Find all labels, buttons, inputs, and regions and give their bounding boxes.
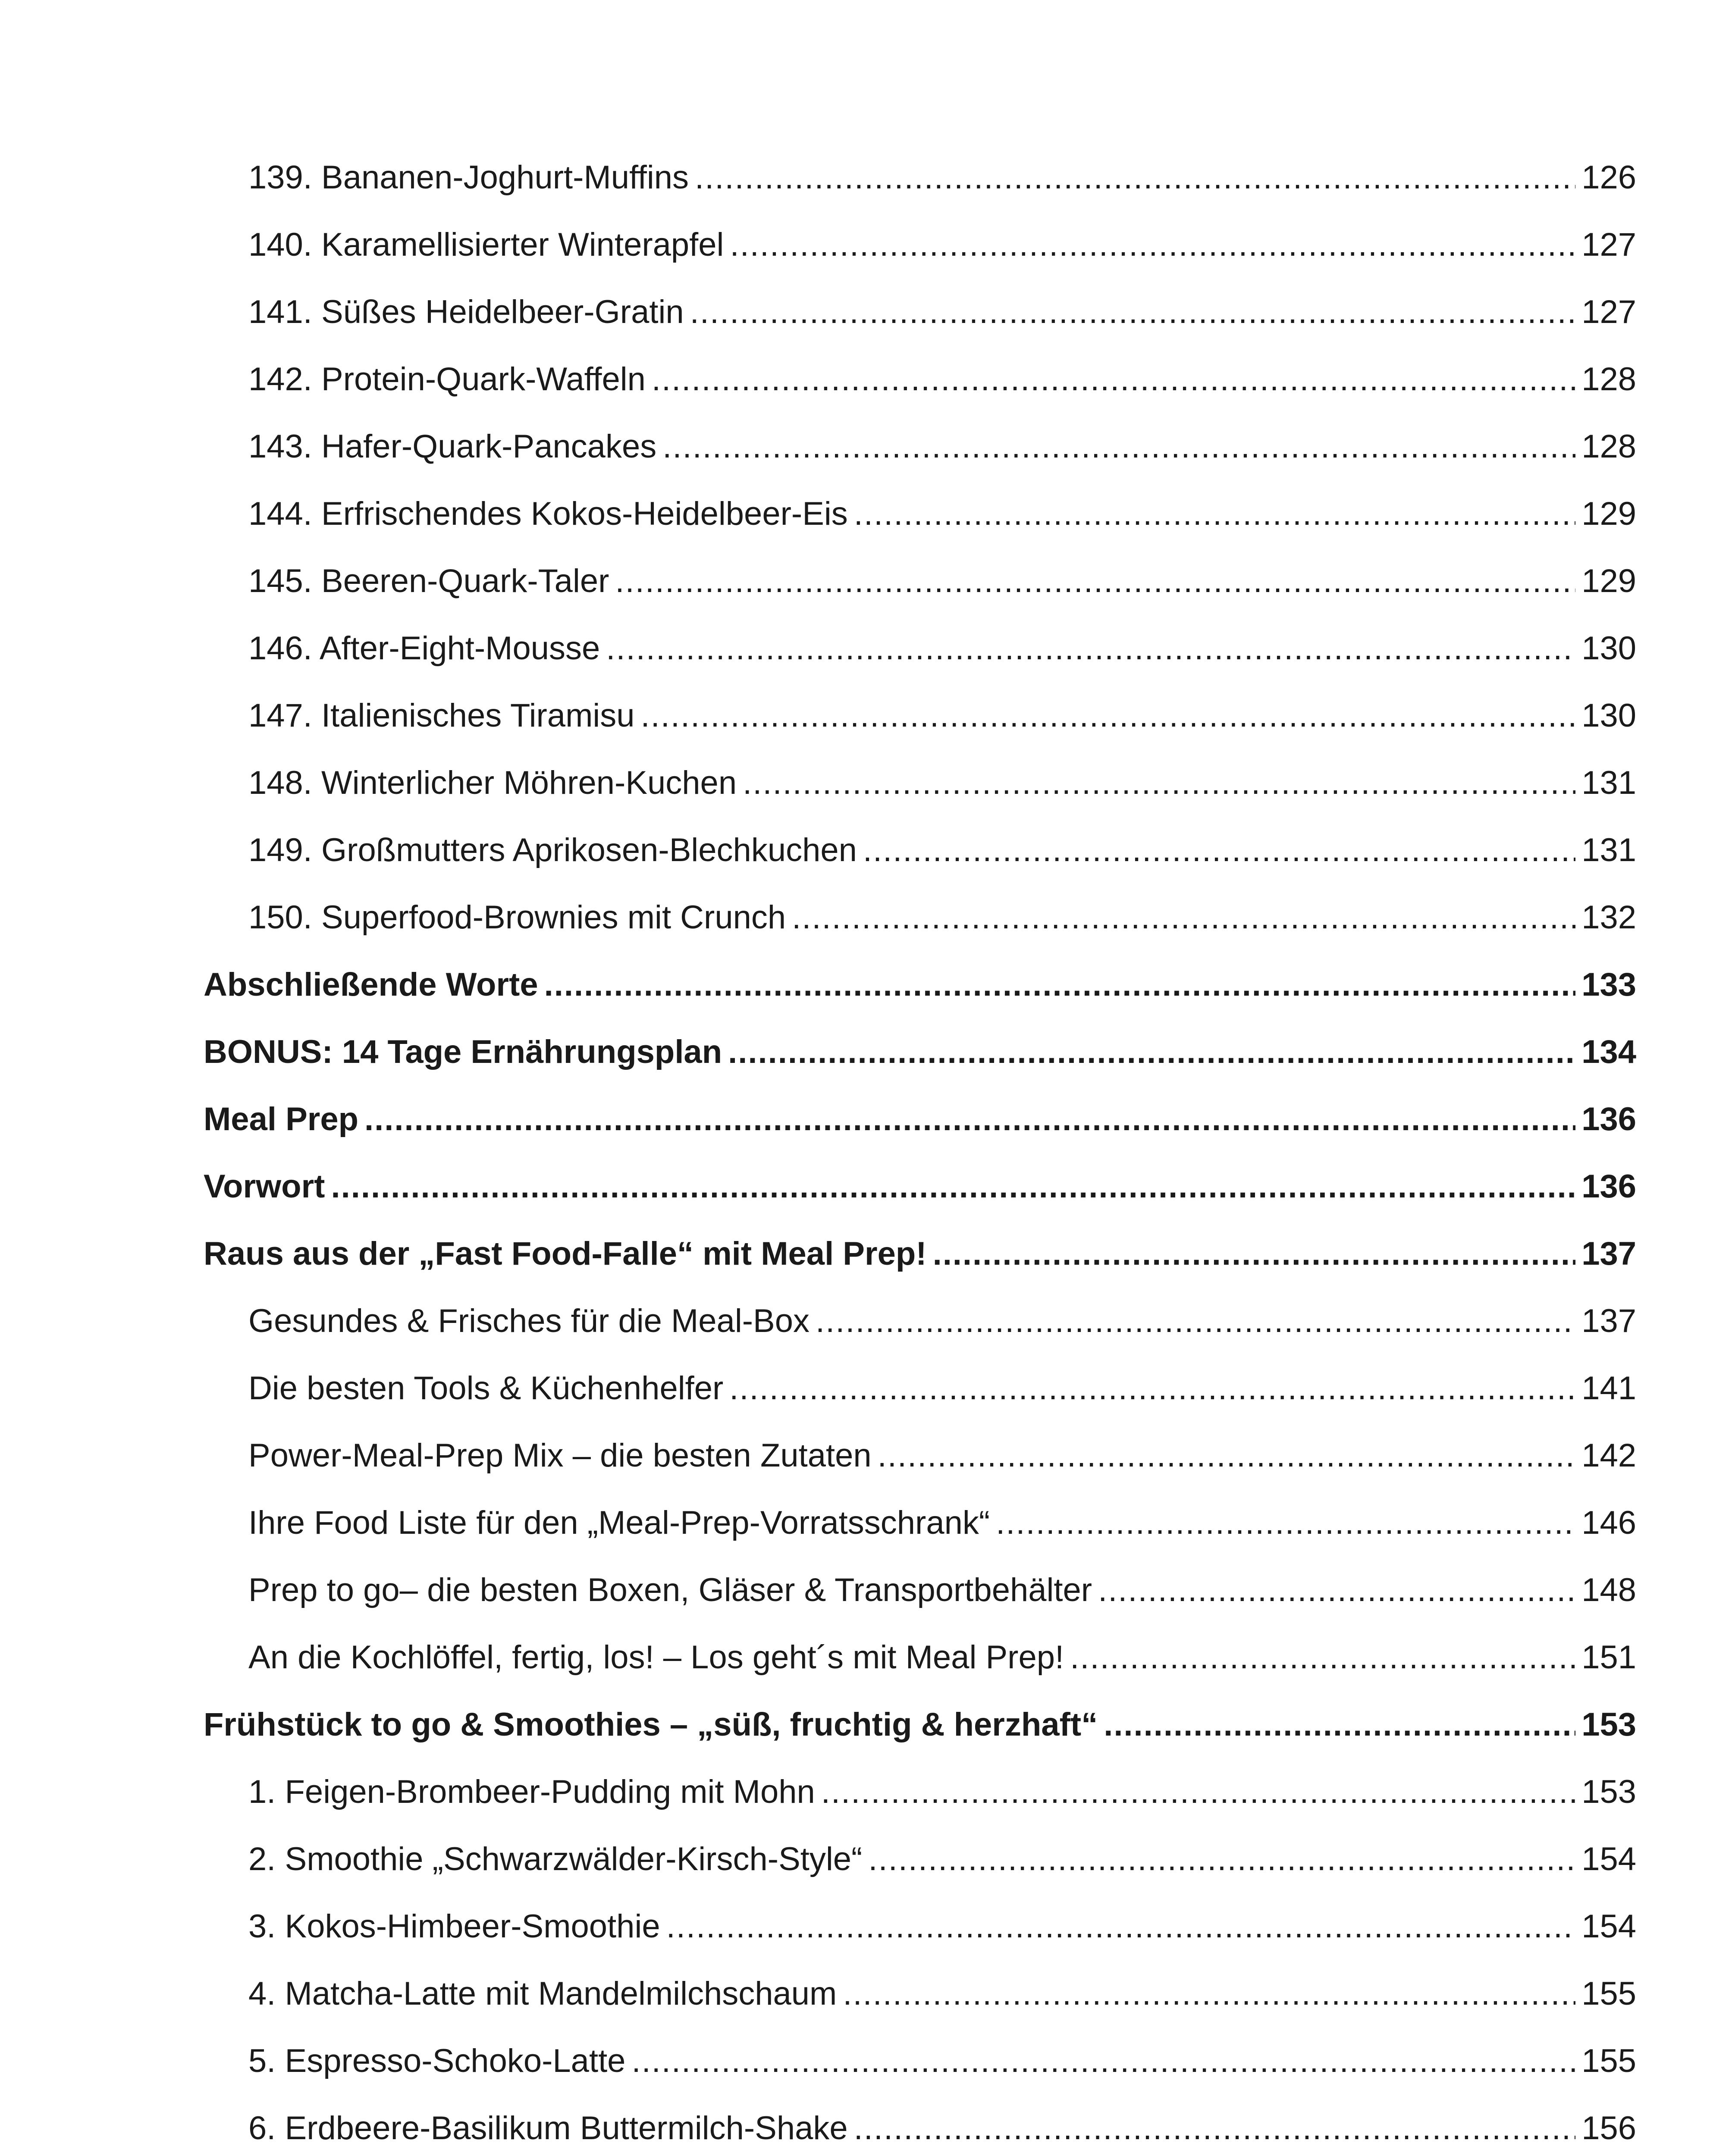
toc-entry[interactable] (0, 2028, 1732, 2095)
toc-entry[interactable] (0, 279, 1732, 346)
toc-entry[interactable] (0, 1355, 1732, 1422)
toc-entry-page: 128 (1581, 361, 1636, 398)
toc-entry[interactable] (0, 817, 1732, 884)
toc-entry-title: 142. Protein-Quark-Waffeln (248, 361, 646, 398)
toc-entry[interactable] (0, 1624, 1732, 1691)
toc-entry-page: 131 (1581, 832, 1636, 868)
dot-leader (743, 749, 1575, 817)
toc-entry-page: 155 (1581, 2043, 1636, 2079)
toc-entry[interactable] (0, 884, 1732, 951)
toc-entry[interactable] (0, 211, 1732, 279)
toc-entry-page: 129 (1581, 495, 1636, 532)
dot-leader (854, 480, 1575, 548)
toc-entry-title: 2. Smoothie „Schwarzwälder-Kirsch-Style“ (248, 1841, 863, 1877)
toc-entry-page: 137 (1581, 1303, 1636, 1339)
toc-entry[interactable] (0, 413, 1732, 480)
toc-entry[interactable] (0, 1960, 1732, 2028)
toc-entry-page: 134 (1581, 1034, 1636, 1070)
dot-leader (606, 615, 1575, 682)
toc-entry-title: 140. Karamellisierter Winterapfel (248, 226, 724, 263)
toc-entry-page: 128 (1581, 428, 1636, 465)
toc-entry-title: Gesundes & Frisches für die Meal-Box (248, 1303, 810, 1339)
toc-entry[interactable] (0, 144, 1732, 211)
dot-leader (730, 211, 1575, 279)
toc-entry-chapter[interactable] (0, 1086, 1732, 1153)
toc-entry-title: 141. Süßes Heidelbeer-Gratin (248, 294, 684, 330)
toc-entry-title: 150. Superfood-Brownies mit Crunch (248, 899, 786, 936)
toc-entry-page: 126 (1581, 159, 1636, 196)
dot-leader (843, 1960, 1575, 2028)
toc-entry-page: 153 (1581, 1706, 1636, 1743)
dot-leader (821, 1758, 1575, 1826)
toc-entry-page: 130 (1581, 630, 1636, 667)
toc-entry-title: Vorwort (204, 1168, 325, 1205)
toc-entry-chapter[interactable] (0, 1691, 1732, 1758)
toc-entry-title: BONUS: 14 Tage Ernährungsplan (204, 1034, 722, 1070)
dot-leader (728, 1018, 1575, 1086)
toc-entry[interactable] (0, 1422, 1732, 1489)
toc-entry[interactable] (0, 1288, 1732, 1355)
toc-entry[interactable] (0, 1826, 1732, 1893)
dot-leader (816, 1288, 1575, 1355)
dot-leader (544, 951, 1576, 1018)
toc-entry-page: 156 (1581, 2110, 1636, 2147)
toc-entry-title: Prep to go– die besten Boxen, Gläser & Transportbehälter (248, 1572, 1092, 1608)
toc-entry[interactable] (0, 749, 1732, 817)
toc-entry[interactable] (0, 1489, 1732, 1557)
toc-entry-title: 5. Espresso-Schoko-Latte (248, 2043, 626, 2079)
toc-entry[interactable] (0, 2095, 1732, 2156)
toc-entry-page: 130 (1581, 697, 1636, 734)
toc-entry-page: 127 (1581, 294, 1636, 330)
toc-entry[interactable] (0, 480, 1732, 548)
toc-entry-page: 146 (1581, 1504, 1636, 1541)
toc-entry-page: 141 (1581, 1370, 1636, 1407)
toc-entry-page: 154 (1581, 1908, 1636, 1945)
toc-entry-page: 132 (1581, 899, 1636, 936)
toc-entry-title: 144. Erfrischendes Kokos-Heidelbeer-Eis (248, 495, 848, 532)
toc-entry-title: 148. Winterlicher Möhren-Kuchen (248, 765, 737, 801)
toc-entry-chapter[interactable] (0, 1018, 1732, 1086)
toc-entry[interactable] (0, 1557, 1732, 1624)
toc-entry-page: 136 (1581, 1101, 1636, 1138)
dot-leader (641, 682, 1576, 749)
toc-entry-title: Raus aus der „Fast Food-Falle“ mit Meal Prep! (204, 1235, 927, 1272)
toc-entry-page: 148 (1581, 1572, 1636, 1608)
dot-leader (631, 2028, 1575, 2095)
toc-entry-page: 154 (1581, 1841, 1636, 1877)
toc-entry-title: Ihre Food Liste für den „Meal-Prep-Vorratsschrank“ (248, 1504, 990, 1541)
dot-leader (615, 548, 1575, 615)
dot-leader (933, 1220, 1576, 1288)
toc-entry-title: 145. Beeren-Quark-Taler (248, 563, 609, 599)
dot-leader (662, 413, 1575, 480)
toc-entry-title: 149. Großmutters Aprikosen-Blechkuchen (248, 832, 857, 868)
toc-entry[interactable] (0, 548, 1732, 615)
toc-entry-title: Die besten Tools & Küchenhelfer (248, 1370, 724, 1407)
dot-leader (878, 1422, 1576, 1489)
toc-entry-chapter[interactable] (0, 1153, 1732, 1220)
toc-entry-page: 155 (1581, 1975, 1636, 2012)
dot-leader (652, 346, 1575, 413)
dot-leader (690, 279, 1576, 346)
toc-entry-title: 6. Erdbeere-Basilikum Buttermilch-Shake (248, 2110, 848, 2147)
toc-entry-chapter[interactable] (0, 1220, 1732, 1288)
toc-entry-page: 129 (1581, 563, 1636, 599)
toc-entry-title: 146. After-Eight-Mousse (248, 630, 600, 667)
dot-leader (666, 1893, 1576, 1960)
toc-entry-title: Frühstück to go & Smoothies – „süß, fruchtig & herzhaft“ (204, 1706, 1098, 1743)
toc-entry-page: 131 (1581, 765, 1636, 801)
toc-entry-page: 153 (1581, 1774, 1636, 1810)
dot-leader (331, 1153, 1575, 1220)
toc-entry-page: 127 (1581, 226, 1636, 263)
toc-entry[interactable] (0, 1758, 1732, 1826)
dot-leader (1098, 1557, 1575, 1624)
toc-entry-chapter[interactable] (0, 951, 1732, 1018)
dot-leader (854, 2095, 1576, 2156)
toc-entry-title: 147. Italienisches Tiramisu (248, 697, 635, 734)
dot-leader (695, 144, 1575, 211)
dot-leader (364, 1086, 1575, 1153)
dot-leader (868, 1826, 1575, 1893)
toc-entry[interactable] (0, 615, 1732, 682)
toc-entry[interactable] (0, 682, 1732, 749)
toc-entry-page: 136 (1581, 1168, 1636, 1205)
toc-entry-title: Power-Meal-Prep Mix – die besten Zutaten (248, 1437, 872, 1474)
toc-entry-page: 133 (1581, 966, 1636, 1003)
toc-entry[interactable] (0, 346, 1732, 413)
toc-entry-title: Abschließende Worte (204, 966, 538, 1003)
dot-leader (1070, 1624, 1575, 1691)
toc-entry-title: 139. Bananen-Joghurt-Muffins (248, 159, 689, 196)
toc-entry-page: 137 (1581, 1235, 1636, 1272)
dot-leader (1104, 1691, 1575, 1758)
toc-entry-title: 1. Feigen-Brombeer-Pudding mit Mohn (248, 1774, 815, 1810)
toc-entry[interactable] (0, 1893, 1732, 1960)
toc-entry-page: 142 (1581, 1437, 1636, 1474)
toc-entry-title: 143. Hafer-Quark-Pancakes (248, 428, 657, 465)
dot-leader (729, 1355, 1575, 1422)
toc-entry-title: 4. Matcha-Latte mit Mandelmilchschaum (248, 1975, 837, 2012)
toc-entry-title: 3. Kokos-Himbeer-Smoothie (248, 1908, 660, 1945)
toc-entry-title: An die Kochlöffel, fertig, los! – Los geht´s mit Meal Prep! (248, 1639, 1064, 1676)
toc-entry-page: 151 (1581, 1639, 1636, 1676)
toc-entry-title: Meal Prep (204, 1101, 359, 1138)
dot-leader (996, 1489, 1575, 1557)
dot-leader (863, 817, 1575, 884)
dot-leader (792, 884, 1575, 951)
